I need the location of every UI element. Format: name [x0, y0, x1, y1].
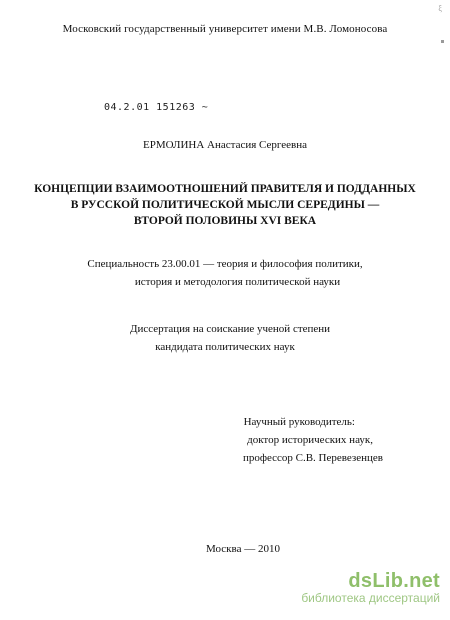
specialty-line: Специальность 23.00.01 — теория и философия политики, — [87, 258, 363, 270]
specialty-line: история и методология политической науки — [134, 276, 341, 288]
corner-mark: ξ — [438, 4, 442, 13]
author-name: ЕРМОЛИНА Анастасия Сергеевна — [142, 139, 307, 151]
watermark[interactable] — [301, 570, 440, 605]
degree-statement — [0, 320, 450, 356]
registration-code: 04.2.01 151263 ~ — [104, 102, 209, 113]
watermark-subtitle: библиотека диссертаций — [301, 591, 440, 605]
degree-line: кандидата политических наук — [155, 341, 295, 353]
title-line: В РУССКОЙ ПОЛИТИЧЕСКОЙ МЫСЛИ СЕРЕДИНЫ — — [70, 199, 380, 211]
supervisor-line: Научный руководитель: — [243, 416, 355, 428]
dissertation-title — [0, 181, 450, 229]
supervisor-line: доктор исторических наук, — [247, 434, 373, 446]
specialty — [0, 255, 450, 291]
watermark-logo[interactable]: dsLib.net — [348, 570, 440, 592]
university-name: Московский государственный университет имени М.В. Ломоносова — [62, 23, 388, 35]
supervisor-block — [0, 413, 383, 467]
title-line: КОНЦЕПЦИИ ВЗАИМООТНОШЕНИЙ ПРАВИТЕЛЯ И ПОДДАННЫХ — [34, 183, 416, 195]
degree-line: Диссертация на соискание ученой степени — [129, 323, 331, 335]
title-line: ВТОРОЙ ПОЛОВИНЫ XVI ВЕКА — [133, 215, 317, 227]
scan-artifact — [441, 40, 444, 43]
supervisor-line: профессор С.В. Перевезенцев — [242, 452, 383, 464]
city-year: Москва — 2010 — [206, 543, 280, 555]
